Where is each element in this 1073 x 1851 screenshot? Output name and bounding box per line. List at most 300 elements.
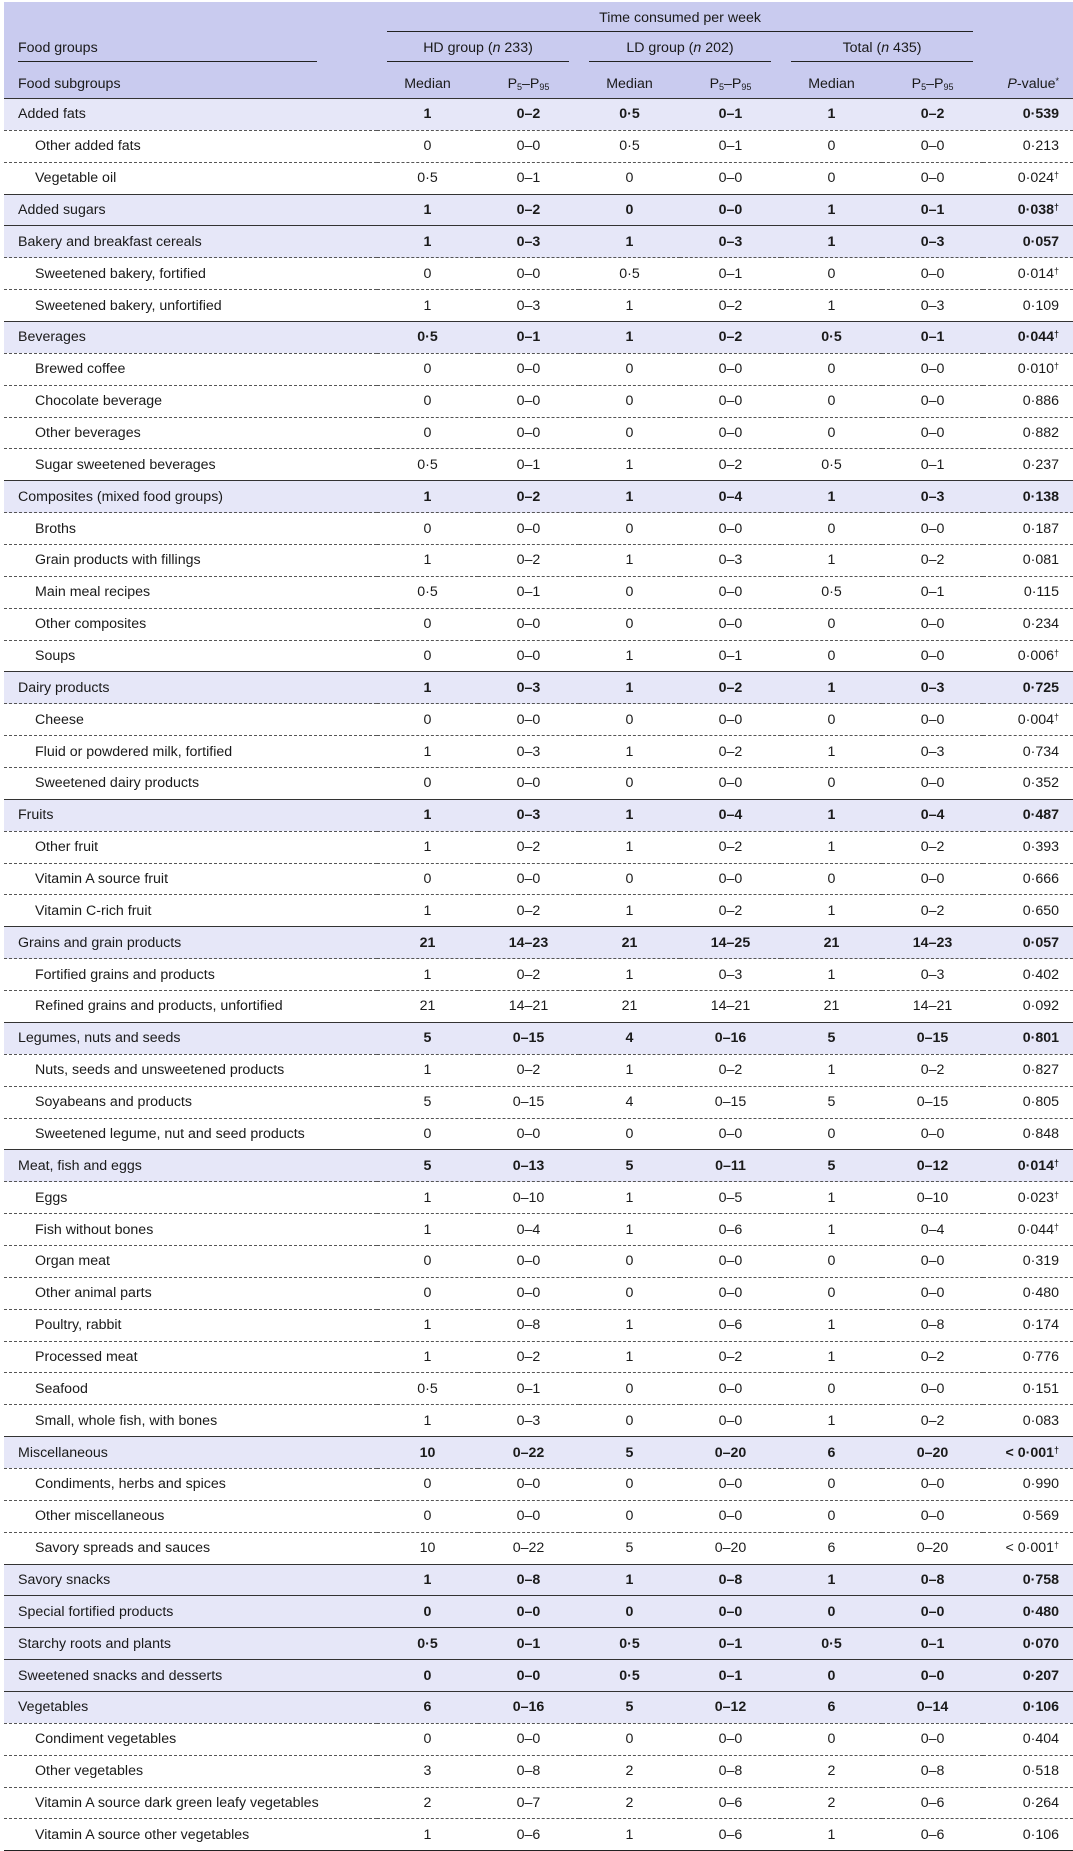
p-value-text: 0·404 — [1022, 1731, 1060, 1748]
total-range-cell: 0–0 — [882, 608, 983, 640]
significance-mark: † — [1054, 202, 1060, 212]
hd-range-cell: 0–16 — [478, 1691, 579, 1723]
hd-median-cell: 0 — [377, 353, 478, 385]
p-value-text: 0·725 — [1022, 679, 1060, 696]
total-range-cell: 0–0 — [882, 1118, 983, 1150]
hd-median-cell: 5 — [377, 1150, 478, 1182]
ld-range-cell: 0–0 — [680, 353, 781, 385]
total-median-cell: 0 — [781, 353, 882, 385]
hd-range-cell: 0–3 — [478, 799, 579, 831]
hd-median-cell: 0·5 — [377, 1373, 478, 1405]
p-value-text: 0·057 — [1022, 233, 1060, 250]
p-value-text: 0·044 — [1017, 329, 1055, 346]
total-range-cell: 0–20 — [882, 1437, 983, 1469]
total-range-cell: 0–1 — [882, 322, 983, 354]
ld-range-cell: 0–1 — [680, 258, 781, 290]
p-value-cell — [983, 608, 1073, 640]
food-subgroup-row — [4, 640, 1073, 672]
food-subgroup-name: Vegetable oil — [4, 162, 377, 194]
p-value-cell — [983, 99, 1073, 131]
p-value-text: 0·886 — [1022, 393, 1060, 410]
ld-range-cell: 0–0 — [680, 1373, 781, 1405]
total-median-cell: 0·5 — [781, 576, 882, 608]
food-subgroup-row — [4, 1755, 1073, 1787]
ld-range-cell: 14–25 — [680, 927, 781, 959]
ld-median-cell: 0·5 — [579, 130, 680, 162]
total-median-cell: 0·5 — [781, 322, 882, 354]
total-range-cell: 0–0 — [882, 1468, 983, 1500]
ld-median-cell: 0 — [579, 1373, 680, 1405]
hd-range-cell: 0–22 — [478, 1437, 579, 1469]
food-group-row — [4, 481, 1073, 513]
total-median-cell: 5 — [781, 1022, 882, 1054]
food-subgroup-name: Vitamin C-rich fruit — [4, 895, 377, 927]
hd-range-cell: 0–2 — [478, 1341, 579, 1373]
ld-median-cell: 0 — [579, 1245, 680, 1277]
total-range-cell: 0–2 — [882, 1341, 983, 1373]
hd-range-cell: 0–0 — [478, 385, 579, 417]
ld-median-cell: 4 — [579, 1086, 680, 1118]
ld-median-cell: 0 — [579, 704, 680, 736]
food-subgroup-name: Organ meat — [4, 1245, 377, 1277]
total-range-cell: 0–0 — [882, 863, 983, 895]
food-subgroup-row — [4, 417, 1073, 449]
ld-median-cell: 0 — [579, 768, 680, 800]
hd-range-cell: 0–0 — [478, 417, 579, 449]
hd-range-cell: 0–1 — [478, 1628, 579, 1660]
hd-range-cell: 0–6 — [478, 1819, 579, 1851]
hd-range-cell: 0–0 — [478, 1468, 579, 1500]
ld-range-cell: 0–16 — [680, 1022, 781, 1054]
p-value-cell — [983, 385, 1073, 417]
p-value-cell — [983, 258, 1073, 290]
food-group-name: Sweetened snacks and desserts — [4, 1660, 377, 1692]
ld-group-header: LD group (n 202) — [579, 32, 781, 62]
ld-range-cell: 0–5 — [680, 1182, 781, 1214]
ld-range-cell: 0–0 — [680, 704, 781, 736]
total-median-cell: 6 — [781, 1691, 882, 1723]
p-value-text: 0·827 — [1022, 1062, 1060, 1079]
food-subgroup-name: Soyabeans and products — [4, 1086, 377, 1118]
p-value-cell — [983, 704, 1073, 736]
p-value-cell — [983, 513, 1073, 545]
food-subgroup-row — [4, 704, 1073, 736]
p-value-text: 0·234 — [1022, 616, 1060, 633]
food-group-row — [4, 927, 1073, 959]
p-value-text: 0·518 — [1022, 1763, 1060, 1780]
food-group-row — [4, 1691, 1073, 1723]
ld-range-cell: 0–6 — [680, 1787, 781, 1819]
food-subgroup-row — [4, 895, 1073, 927]
food-group-name: Beverages — [4, 322, 377, 354]
food-subgroup-row — [4, 1532, 1073, 1564]
significance-mark: † — [1054, 1444, 1060, 1455]
significance-mark: † — [1054, 1221, 1060, 1232]
total-percentile-header: $P_5-P_{95}$ — [911, 76, 954, 92]
food-group-name: Meat, fish and eggs — [4, 1150, 377, 1182]
hd-range-cell: 0–15 — [478, 1022, 579, 1054]
hd-range-cell: 0–15 — [478, 1086, 579, 1118]
p-value-text: 0·207 — [1022, 1667, 1060, 1684]
food-group-name: Added fats — [4, 99, 377, 131]
total-range-cell: 0–2 — [882, 99, 983, 131]
food-group-row — [4, 194, 1073, 226]
ld-median-cell: 5 — [579, 1532, 680, 1564]
ld-range-cell: 0–0 — [680, 162, 781, 194]
food-subgroup-name: Nuts, seeds and unsweetened products — [4, 1054, 377, 1086]
hd-range-cell: 0–8 — [478, 1564, 579, 1596]
total-range-cell: 0–15 — [882, 1086, 983, 1118]
p-value-text: 0·650 — [1022, 902, 1060, 919]
total-range-cell: 0–0 — [882, 513, 983, 545]
total-range-cell: 0–0 — [882, 130, 983, 162]
hd-median-cell: 3 — [377, 1755, 478, 1787]
food-group-name: Added sugars — [4, 194, 377, 226]
total-median-cell: 6 — [781, 1532, 882, 1564]
ld-median-cell: 21 — [579, 927, 680, 959]
p-value-text: 0·070 — [1022, 1635, 1060, 1652]
p-value-cell — [983, 1564, 1073, 1596]
food-subgroup-name: Vitamin A source other vegetables — [4, 1819, 377, 1851]
food-subgroup-name: Sugar sweetened beverages — [4, 449, 377, 481]
hd-median-cell: 1 — [377, 1341, 478, 1373]
ld-median-cell: 1 — [579, 226, 680, 258]
p-value-cell — [983, 1341, 1073, 1373]
p-value-text: 0·666 — [1022, 871, 1060, 888]
hd-median-cell: 1 — [377, 799, 478, 831]
total-range-cell: 0–0 — [882, 385, 983, 417]
hd-median-header: Median — [404, 76, 451, 92]
ld-median-cell: 0 — [579, 863, 680, 895]
ld-median-cell: 0 — [579, 1723, 680, 1755]
p-value-text: 0·115 — [1023, 584, 1060, 601]
ld-median-cell: 5 — [579, 1150, 680, 1182]
hd-range-cell: 0–2 — [478, 194, 579, 226]
ld-percentile-header: $P_5-P_{95}$ — [709, 76, 752, 92]
p-value-text: 0·539 — [1022, 106, 1060, 123]
total-median-cell: 0 — [781, 162, 882, 194]
food-subgroup-name: Seafood — [4, 1373, 377, 1405]
p-value-text: 0·092 — [1022, 998, 1060, 1015]
ld-range-cell: 0–0 — [680, 608, 781, 640]
ld-range-cell: 14–21 — [680, 991, 781, 1023]
total-median-cell: 1 — [781, 959, 882, 991]
ld-range-cell: 0–1 — [680, 640, 781, 672]
hd-median-cell: 1 — [377, 481, 478, 513]
ld-median-cell: 1 — [579, 322, 680, 354]
total-median-header: Median — [808, 76, 855, 92]
total-median-cell: 0 — [781, 1660, 882, 1692]
hd-range-cell: 0–4 — [478, 1214, 579, 1246]
total-median-cell: 2 — [781, 1755, 882, 1787]
food-group-row — [4, 1437, 1073, 1469]
hd-median-cell: 1 — [377, 194, 478, 226]
p-value-text: 0·151 — [1022, 1380, 1060, 1397]
ld-range-cell: 0–0 — [680, 385, 781, 417]
ld-median-cell: 0 — [579, 1596, 680, 1628]
total-median-cell: 0 — [781, 1723, 882, 1755]
total-median-cell: 0 — [781, 1245, 882, 1277]
total-range-cell: 0–0 — [882, 1277, 983, 1309]
food-subgroup-row — [4, 1468, 1073, 1500]
ld-range-cell: 0–0 — [680, 1596, 781, 1628]
ld-median-cell: 1 — [579, 1341, 680, 1373]
hd-range-cell: 0–0 — [478, 1596, 579, 1628]
ld-median-cell: 1 — [579, 959, 680, 991]
total-range-cell: 0–2 — [882, 895, 983, 927]
food-group-row — [4, 1660, 1073, 1692]
hd-median-cell: 1 — [377, 1214, 478, 1246]
total-median-cell: 0 — [781, 1373, 882, 1405]
total-range-cell: 0–10 — [882, 1182, 983, 1214]
hd-median-cell: 2 — [377, 1787, 478, 1819]
food-subgroup-name: Broths — [4, 513, 377, 545]
p-value-cell — [983, 449, 1073, 481]
food-subgroup-name: Vitamin A source dark green leafy vegetables — [4, 1787, 377, 1819]
table-body — [4, 99, 1073, 1851]
hd-median-cell: 1 — [377, 1054, 478, 1086]
ld-range-cell: 0–0 — [680, 576, 781, 608]
ld-range-cell: 0–1 — [680, 1628, 781, 1660]
hd-range-cell: 0–2 — [478, 959, 579, 991]
hd-median-cell: 0 — [377, 130, 478, 162]
p-value-cell — [983, 895, 1073, 927]
p-value-text: 0·487 — [1022, 807, 1060, 824]
total-range-cell: 0–1 — [882, 576, 983, 608]
ld-range-cell: 0–20 — [680, 1532, 781, 1564]
p-value-text: 0·480 — [1022, 1285, 1060, 1302]
p-value-text: 0·081 — [1022, 552, 1060, 569]
p-value-cell — [983, 322, 1073, 354]
significance-mark: † — [1054, 265, 1060, 276]
ld-range-cell: 0–6 — [680, 1309, 781, 1341]
food-subgroup-row — [4, 1054, 1073, 1086]
total-range-cell: 0–3 — [882, 226, 983, 258]
food-subgroup-row — [4, 959, 1073, 991]
ld-range-cell: 0–0 — [680, 1245, 781, 1277]
total-median-cell: 1 — [781, 1182, 882, 1214]
food-subgroup-name: Small, whole fish, with bones — [4, 1405, 377, 1437]
p-value-cell — [983, 1691, 1073, 1723]
food-subgroup-name: Processed meat — [4, 1341, 377, 1373]
ld-range-cell: 0–3 — [680, 226, 781, 258]
total-median-cell: 1 — [781, 1341, 882, 1373]
p-value-cell — [983, 1723, 1073, 1755]
food-subgroup-row — [4, 1787, 1073, 1819]
total-range-cell: 0–2 — [882, 831, 983, 863]
p-value-text: 0·734 — [1022, 743, 1060, 760]
hd-range-cell: 0–3 — [478, 290, 579, 322]
food-subgroup-row — [4, 1405, 1073, 1437]
food-subgroup-name: Cheese — [4, 704, 377, 736]
food-subgroup-name: Main meal recipes — [4, 576, 377, 608]
p-value-cell — [983, 1373, 1073, 1405]
total-range-cell: 0–0 — [882, 1660, 983, 1692]
p-value-cell — [983, 1245, 1073, 1277]
hd-median-cell: 1 — [377, 831, 478, 863]
total-median-cell: 0 — [781, 1277, 882, 1309]
food-subgroup-name: Refined grains and products, unfortified — [4, 991, 377, 1023]
food-subgroup-row — [4, 545, 1073, 577]
hd-range-cell: 0–0 — [478, 1277, 579, 1309]
ld-range-cell: 0–2 — [680, 672, 781, 704]
ld-range-cell: 0–0 — [680, 1500, 781, 1532]
hd-range-cell: 14–21 — [478, 991, 579, 1023]
p-value-cell — [983, 927, 1073, 959]
total-median-cell: 1 — [781, 672, 882, 704]
p-value-cell — [983, 162, 1073, 194]
p-value-cell — [983, 991, 1073, 1023]
food-subgroup-name: Eggs — [4, 1182, 377, 1214]
p-value-cell — [983, 545, 1073, 577]
food-subgroup-name: Sweetened dairy products — [4, 768, 377, 800]
ld-range-cell: 0–2 — [680, 1054, 781, 1086]
total-range-cell: 0–0 — [882, 417, 983, 449]
p-value-text: 0·402 — [1022, 966, 1060, 983]
p-value-cell — [983, 1277, 1073, 1309]
total-range-cell: 0–3 — [882, 672, 983, 704]
ld-range-cell: 0–1 — [680, 1660, 781, 1692]
ld-range-cell: 0–0 — [680, 194, 781, 226]
food-subgroup-name: Vitamin A source fruit — [4, 863, 377, 895]
food-subgroup-row — [4, 768, 1073, 800]
total-median-cell: 1 — [781, 799, 882, 831]
p-value-cell — [983, 1500, 1073, 1532]
ld-range-cell: 0–2 — [680, 1341, 781, 1373]
total-range-cell: 0–0 — [882, 1373, 983, 1405]
food-group-row — [4, 1596, 1073, 1628]
significance-mark: † — [1054, 648, 1060, 659]
hd-median-cell: 1 — [377, 1182, 478, 1214]
ld-median-cell: 1 — [579, 1182, 680, 1214]
total-range-cell: 0–6 — [882, 1819, 983, 1851]
total-median-cell: 1 — [781, 831, 882, 863]
table-header — [4, 2, 1073, 99]
food-group-name: Legumes, nuts and seeds — [4, 1022, 377, 1054]
hd-range-cell: 0–0 — [478, 1660, 579, 1692]
p-value-cell — [983, 768, 1073, 800]
p-value-text: 0·083 — [1022, 1412, 1060, 1429]
food-subgroup-name: Chocolate beverage — [4, 385, 377, 417]
p-value-cell — [983, 130, 1073, 162]
ld-range-cell: 0–0 — [680, 1723, 781, 1755]
p-value-text: < 0·001 — [1005, 1444, 1055, 1461]
p-value-cell — [983, 1532, 1073, 1564]
p-value-text: 0·237 — [1022, 456, 1060, 473]
ld-median-cell: 0 — [579, 513, 680, 545]
p-value-cell — [983, 1755, 1073, 1787]
total-range-cell: 0–12 — [882, 1150, 983, 1182]
food-subgroup-row — [4, 736, 1073, 768]
hd-range-cell: 0–3 — [478, 736, 579, 768]
total-range-cell: 0–15 — [882, 1022, 983, 1054]
hd-median-cell: 1 — [377, 1819, 478, 1851]
total-range-cell: 0–8 — [882, 1564, 983, 1596]
hd-median-cell: 0 — [377, 385, 478, 417]
p-value-text: 0·213 — [1022, 138, 1060, 155]
p-value-text: 0·106 — [1022, 1826, 1060, 1843]
total-median-cell: 21 — [781, 991, 882, 1023]
hd-median-cell: 0·5 — [377, 449, 478, 481]
food-group-row — [4, 1022, 1073, 1054]
total-range-cell: 0–4 — [882, 1214, 983, 1246]
ld-median-cell: 1 — [579, 640, 680, 672]
p-value-cell — [983, 1086, 1073, 1118]
hd-range-cell: 0–0 — [478, 1500, 579, 1532]
hd-median-cell: 1 — [377, 895, 478, 927]
hd-median-cell: 5 — [377, 1022, 478, 1054]
food-group-row — [4, 99, 1073, 131]
ld-median-cell: 1 — [579, 799, 680, 831]
p-value-cell — [983, 1787, 1073, 1819]
significance-mark: † — [1054, 329, 1060, 340]
hd-median-cell: 0 — [377, 863, 478, 895]
food-subgroup-name: Sweetened bakery, unfortified — [4, 290, 377, 322]
p-value-text: 0·106 — [1022, 1699, 1060, 1716]
food-subgroup-row — [4, 1723, 1073, 1755]
ld-median-cell: 1 — [579, 1564, 680, 1596]
ld-median-cell: 0 — [579, 576, 680, 608]
ld-range-cell: 0–0 — [680, 1405, 781, 1437]
food-subgroup-name: Other beverages — [4, 417, 377, 449]
ld-range-cell: 0–12 — [680, 1691, 781, 1723]
p-value-cell — [983, 1022, 1073, 1054]
p-value-text: 0·990 — [1022, 1476, 1060, 1493]
ld-median-header: Median — [606, 76, 653, 92]
ld-median-cell: 0 — [579, 1468, 680, 1500]
food-subgroup-row — [4, 385, 1073, 417]
ld-range-cell: 0–2 — [680, 322, 781, 354]
total-median-cell: 0 — [781, 608, 882, 640]
food-subgroup-name: Fortified grains and products — [4, 959, 377, 991]
p-value-text: 0·138 — [1022, 488, 1060, 505]
food-subgroup-name: Poultry, rabbit — [4, 1309, 377, 1341]
total-median-cell: 0 — [781, 258, 882, 290]
ld-median-cell: 2 — [579, 1787, 680, 1819]
p-value-cell — [983, 1437, 1073, 1469]
p-value-cell — [983, 640, 1073, 672]
ld-median-cell: 0 — [579, 1277, 680, 1309]
hd-range-cell: 0–0 — [478, 1723, 579, 1755]
food-subgroup-row — [4, 449, 1073, 481]
total-range-cell: 0–1 — [882, 194, 983, 226]
total-range-cell: 0–3 — [882, 481, 983, 513]
total-median-cell: 1 — [781, 226, 882, 258]
hd-median-cell: 1 — [377, 99, 478, 131]
food-subgroup-name: Brewed coffee — [4, 353, 377, 385]
food-subgroup-row — [4, 1182, 1073, 1214]
ld-median-cell: 0 — [579, 417, 680, 449]
hd-range-cell: 0–2 — [478, 99, 579, 131]
p-value-cell — [983, 1468, 1073, 1500]
food-subgroup-name: Other miscellaneous — [4, 1500, 377, 1532]
p-value-cell — [983, 799, 1073, 831]
ld-range-cell: 0–0 — [680, 1118, 781, 1150]
ld-median-cell: 2 — [579, 1755, 680, 1787]
ld-median-cell: 0 — [579, 194, 680, 226]
ld-range-cell: 0–2 — [680, 736, 781, 768]
hd-median-cell: 1 — [377, 290, 478, 322]
ld-range-cell: 0–1 — [680, 99, 781, 131]
p-value-text: 0·004 — [1017, 711, 1055, 728]
food-group-name: Savory snacks — [4, 1564, 377, 1596]
p-value-text: 0·024 — [1017, 170, 1055, 187]
food-subgroup-row — [4, 1214, 1073, 1246]
p-value-cell — [983, 672, 1073, 704]
ld-median-cell: 4 — [579, 1022, 680, 1054]
ld-range-cell: 0–0 — [680, 417, 781, 449]
food-subgroup-row — [4, 290, 1073, 322]
